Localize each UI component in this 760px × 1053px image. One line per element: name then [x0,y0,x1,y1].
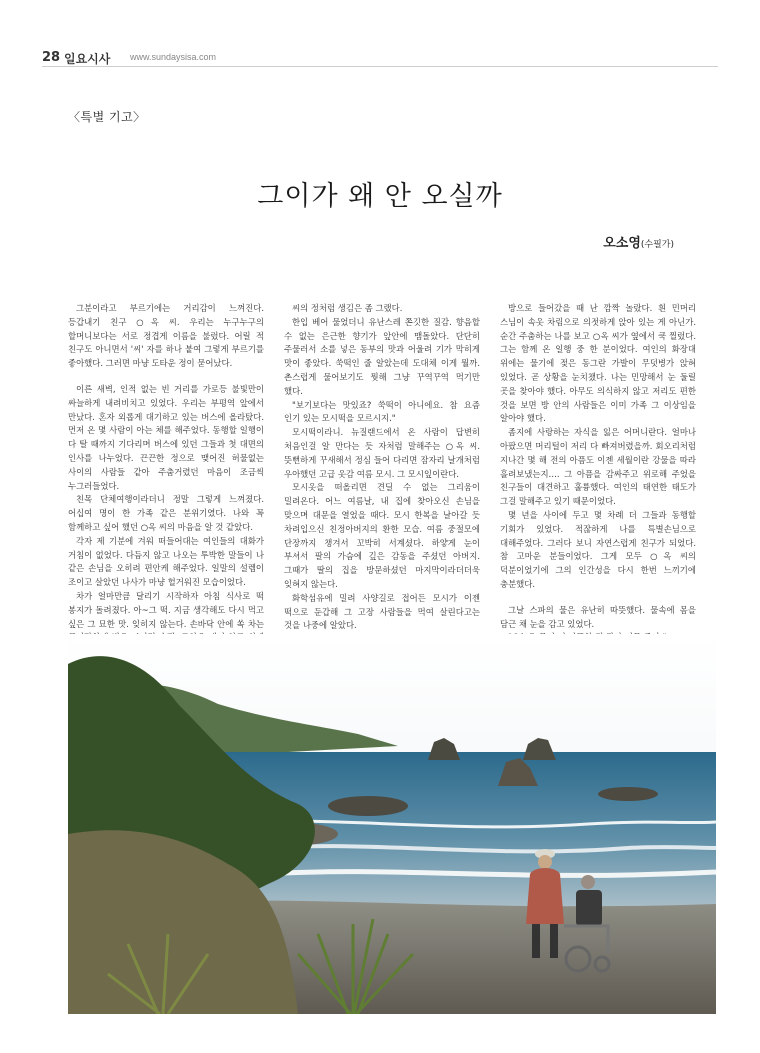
header-rule [42,66,718,67]
paragraph: 그분이라고 부르기에는 거리감이 느껴진다. 등갑내기 친구 ○옥 씨. 우리는 누구누구의 할머니보다는 서로 정겹게 이름을 불렀다. 어릴 적 친구도 아니면서 '씨' 자를 하나 붙여 그렇게 부르기를 좋아했다. 그러면 마냥 도타운 정이 묻어났다. [68,303,264,369]
rock [598,787,658,801]
rock [328,796,408,816]
paragraph: 모시떡이라니. 뉴질랜드에서 온 사람이 답변히 처음인걸 알 만다는 듯 자처럼 말해주는 ○옥 씨. 뜻뻔하게 꾸새해서 정심 들어 다리면 잠자리 날개처럼 우아했던 고급 옷감 여름 모시. 그 모시잎이란다. [284,427,480,479]
paragraph: 한입 베어 물었더니 유난스레 쫀깃한 질감. 향음할 수 없는 은근한 향기가 앞안에 맴돌았다. 단단히 주물러서 소를 넣은 동부의 맛과 어울려 기가 막히게 맛이 좋았다. 쑥떡인 줄 알았는데 도대체 이게 뭘까. 촌스럽게 물어보기도 뭣해 그냥 꾸역꾸역 먹기만 했다. [284,316,480,396]
paragraph: 좀지에 사랑하는 자식을 잃은 어머니란다. 얼마나 아팠으면 머리털이 저리 다 빠져버렸을까. 회오리처럼 지나간 몇 해 전의 아픔도 이젠 세월이란 강물을 따라 흘려보냈는지…. 그 아픔을 감싸주고 위로해 주었을 친구들이 대견하고 훌륭했다. 여인의 태연한 태도가 그걸 말해주고 있기 때문이었다. [500,427,696,507]
publication-url[interactable]: www.sundaysisa.com [130,52,217,62]
paragraph: 친목 단체여행이라더니 정말 그렇게 느껴졌다. 어십여 명이 한 가족 같은 분위기였다. 나와 꼭 함께하고 싶어 했던 ○옥 씨의 마음을 알 것 같았다. [68,494,264,532]
article-title: 그이가 왜 안 오실까 [257,181,503,212]
paragraph: 방으로 들어갔을 때 난 깜짝 놀랐다. 흰 민머리 스님이 속옷 차림으로 의젓하게 앉아 있는 게 아닌가. 순간 주춤하는 나를 보고 ○옥 씨가 옆에서 쿡 찔렀다. 그는 함께 온 일행 중 한 분이었다. 여인의 화장대 위에는 물기에 젖은 동그란 가발이 무덧병가 앉혀 있었다. 곧 상황을 눈치챘다. 나는 민망해서 눈 둘릴 곳을 찾아야 했다. 아무도 의식하지 않고 저리도 편한 것을 보면 방 안의 사람들은 이미 가족 그 이상임을 알아야 했다. [500,303,696,424]
paragraph: 화학섬유에 밀려 사양길로 접어든 모시가 이젠 떡으로 둔갑해 그 고장 사람들을 먹여 살린다고는 것을 나중에 알았다. [284,592,480,631]
section-tag: 〈특별 기고〉 [68,110,146,124]
coast-illustration [68,634,716,1014]
publication-name: 일요시사 [64,52,111,66]
paragraph: 몇 년을 사이에 두고 몇 차례 더 그들과 동행할 기회가 있었다. 적잖하게 나를 특별손님으로 대해주었다. 그러다 보니 자연스럽게 친구가 되었다. 참 고마운 분들이었다. 그게 모두 ○옥 씨의 덕분이었기에 그의 인간성을 다시 한번 느끼기에 충분했다. [500,509,696,589]
author-line [603,232,674,251]
paragraph: 차가 얼마만큼 달리기 시작하자 아침 식사로 떡 봉지가 돌려졌다. 아~그 떡. 지금 생각해도 다시 먹고 싶은 그 묘한 맛. 잊히지 않는다. 손바닥 안에 쏙 차는 [68,590,264,629]
paragraph: 이른 새벽, 인적 없는 빈 거리를 가로등 불빛만이 싸늘하게 내려비치고 있었다. 우리는 부평역 앞에서 만났다. 혼자 외롭게 대기하고 있는 버스에 올라탔다. 먼저 온 몇 사람이 아는 체를 해주었다. 동행할 일행이 다 탈 때까지 기다리며 버스에 있던 그들과 첫 대면의 인사를 나누었다. 끈끈한 정으로 맺어진 허물없는 사이의 사람들 같아 주춤거렸던 마음이 조금씩 누그러들었다. [68,383,264,491]
article-column-2 [284,302,480,673]
paragraph: 씨의 정처럼 생김은 좀 그랬다. [292,303,403,313]
coastal-photo [68,634,716,1014]
paragraph: 모시옷을 떠올리면 견딜 수 없는 그리움이 밀려온다. 어느 여름날, 내 집에 찾아오신 손님을 맞으며 대문을 열었을 때다. 모시 한복을 날아갈 듯 차려입으신 친정아버지의 환한 모습. 여름 중절모에 단장까지 챙겨서 꼬박히 서계셨다. 하얗게 눈이 부셔서 팔의 가슴에 깊은 감동을 주셨던 아버지. 그때가 딸의 집을 방문하셨던 마지막이라더더욱 잊혀지 않는다. [284,482,480,589]
paragraph: "보기보다는 맛있죠? 쑥떡이 아니에요. 참 요즘 인기 있는 모시떡을 모르시지." [284,399,480,424]
article-column-1 [68,302,264,659]
author-name: 오소영 [603,236,641,251]
paragraph: 각자 제 기분에 겨워 떠들어대는 여인들의 대화가 거침이 없었다. 다듬지 않고 나오는 투박한 말들이 나 같은 손님을 오히려 편안케 해주었다. 일말의 설렘이 조이고 살았던 나사가 마냥 헐거워진 모습이었다. [68,535,264,588]
article-column-3 [500,302,696,673]
page-number: 28 [42,50,61,65]
page-header [42,50,718,68]
author-role: (수필가) [640,240,674,250]
paragraph: 그날 스파의 물은 유난히 따뜻했다. 물속에 몸을 담근 채 눈을 감고 있었다. [500,604,696,629]
